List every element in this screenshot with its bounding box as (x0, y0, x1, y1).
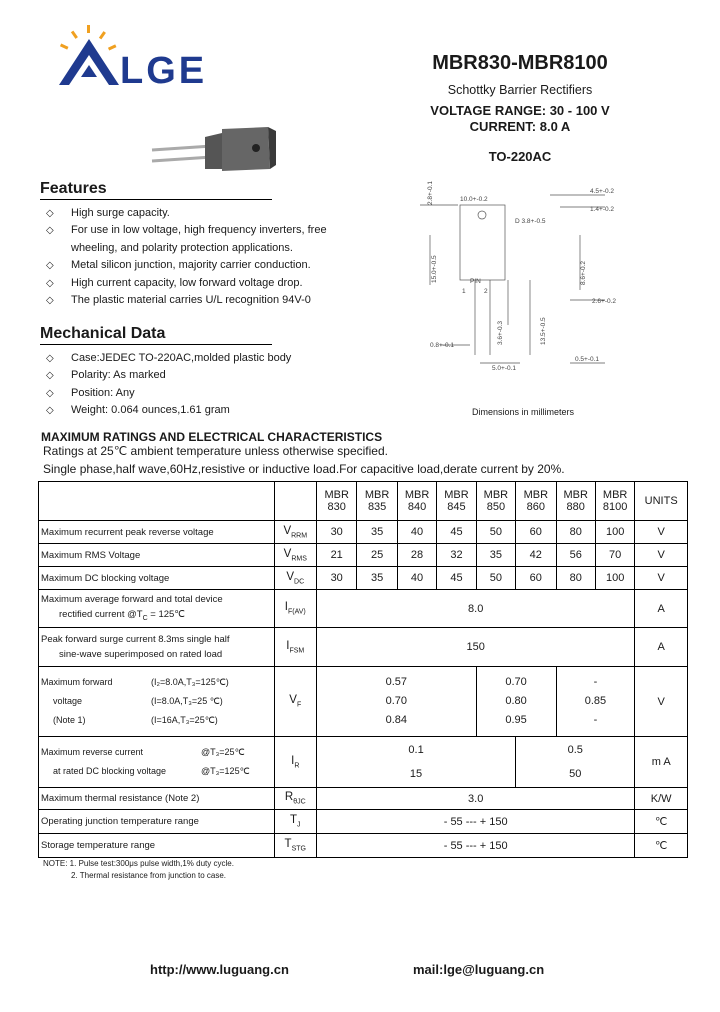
table-row: Maximum recurrent peak reverse voltage $V_{RRM}$ 30 35 40 45 50 60 80 100 V (39, 521, 688, 544)
table-row: Maximum DC blocking voltage $V_{DC}$ 30 35 40 45 50 60 80 100 V (39, 567, 688, 590)
model-header: MBR 840 (397, 482, 436, 521)
footer-url-link[interactable]: http://www.luguang.cn (150, 962, 289, 977)
list-item: ◇ Metal silicon junction, majority carrier conduction. (46, 257, 327, 274)
logo-icon (55, 25, 127, 93)
dim-label: 5.0+-0.1 (492, 365, 517, 372)
spec-table (38, 481, 688, 858)
dim-label: 1.4+-0.2 (590, 206, 615, 213)
ratings-line: Ratings at 25℃ ambient temperature unless otherwise specified. (43, 444, 388, 458)
table-row: Maximum RMS Voltage $V_{RMS}$ 21 25 28 32 35 42 56 70 V (39, 544, 688, 567)
model-header: MBR 850 (476, 482, 515, 521)
page-title: MBR830-MBR8100 (432, 52, 608, 74)
dim-label: 0.8+-0.1 (430, 342, 455, 349)
dim-label: 13.5+-0.5 (540, 317, 547, 345)
list-item: ◇ The plastic material carries U/L recognition 94V-0 (46, 292, 327, 309)
table-row: Operating junction temperature range $T_J$ - 55 --- + 150 ℃ (39, 810, 688, 834)
component-photo (150, 125, 280, 175)
note-line: NOTE: 1. Pulse test:300μs pulse width,1% duty cycle. (43, 859, 234, 868)
dim-label: 1 (462, 288, 466, 295)
model-header: MBR 860 (516, 482, 556, 521)
list-item: ◇ High surge capacity. (46, 205, 327, 222)
table-row: Maximum thermal resistance (Note 2) $R_{\theta JC}$ 3.0 K/W (39, 788, 688, 810)
model-header: MBR 880 (556, 482, 595, 521)
dim-label: 2.6+-0.2 (592, 298, 617, 305)
dim-label: 2 (484, 288, 488, 295)
voltage-range: VOLTAGE RANGE: 30 - 100 V (430, 103, 610, 118)
model-header: MBR 835 (357, 482, 397, 521)
subtitle: Schottky Barrier Rectifiers (447, 83, 593, 97)
dim-label: 4.5+-0.2 (590, 188, 615, 195)
list-item: ◇ Polarity: As marked (46, 367, 291, 384)
table-row: Peak forward surge current 8.3ms single half sine-wave superimposed on rated load $I_{FSM}$ 150 A (39, 628, 688, 667)
features-list (46, 205, 327, 309)
dim-label: PIN (470, 278, 481, 285)
dim-label: 2.8+-0.1 (427, 180, 434, 205)
logo-text: LGE (120, 50, 208, 92)
table-row: Maximum average forward and total device rectified current $@T_C$ = 125℃ $I_{F(AV)}$ 8.0 A (39, 590, 688, 628)
ratings-title: MAXIMUM RATINGS AND ELECTRICAL CHARACTERISTICS (41, 430, 383, 444)
dimension-diagram (420, 175, 620, 405)
footer-mail-link[interactable]: mail:lge@luguang.cn (413, 962, 545, 977)
model-header: MBR 830 (316, 482, 356, 521)
table-row: Maximum forward voltage (Note 1) (I₂=8.0A,T₃=125℃) (I=8.0A,T₃=25 ℃) (I=16A,T₃=25℃) $V_F$ 0.57 0.70 0.84 0.70 0.80 0.95 - 0.85 - V (39, 667, 688, 737)
dim-label: 15.0+-0.5 (431, 255, 438, 283)
list-item-continuation: wheeling, and polarity protection applications. (71, 241, 293, 254)
package-label: TO-220AC (488, 149, 552, 164)
dim-label: 0.5+-0.1 (575, 356, 600, 363)
list-item: ◇ For use in low voltage, high frequency inverters, free (46, 222, 327, 239)
diagram-caption: Dimensions in millimeters (472, 407, 575, 417)
table-row: Storage temperature range $T_{STG}$ - 55 --- + 150 ℃ (39, 834, 688, 858)
notes (43, 858, 234, 882)
dim-label: D 3.8+-0.5 (515, 218, 546, 225)
dim-label: 3.6+-0.3 (497, 320, 504, 345)
note-line: 2. Thermal resistance from junction to case. (71, 871, 227, 880)
current-rating: CURRENT: 8.0 A (469, 119, 571, 134)
features-title: Features (40, 180, 272, 200)
model-header: MBR 845 (437, 482, 476, 521)
ratings-line: Single phase,half wave,60Hz,resistive or inductive load.For capacitive load,derate current by 20%. (43, 462, 565, 476)
dim-label: 8.6+-0.2 (580, 260, 587, 285)
list-item: ◇ Position: Any (46, 385, 291, 402)
dim-label: 10.0+-0.2 (460, 196, 488, 203)
mechanical-list (46, 350, 291, 420)
list-item: ◇ Weight: 0.064 ounces,1.61 gram (46, 402, 291, 419)
mechanical-title: Mechanical Data (40, 325, 272, 345)
units-header: UNITS (635, 482, 688, 521)
table-row: Maximum reverse current at rated DC blocking voltage @T₃=25℃ @T₃=125℃ $I_R$ 0.1 15 0.5 50 m A (39, 737, 688, 788)
model-header: MBR 8100 (595, 482, 634, 521)
list-item: ◇ High current capacity, low forward voltage drop. (46, 275, 327, 292)
list-item: ◇ Case:JEDEC TO-220AC,molded plastic body (46, 350, 291, 367)
table-header-row (39, 482, 688, 521)
